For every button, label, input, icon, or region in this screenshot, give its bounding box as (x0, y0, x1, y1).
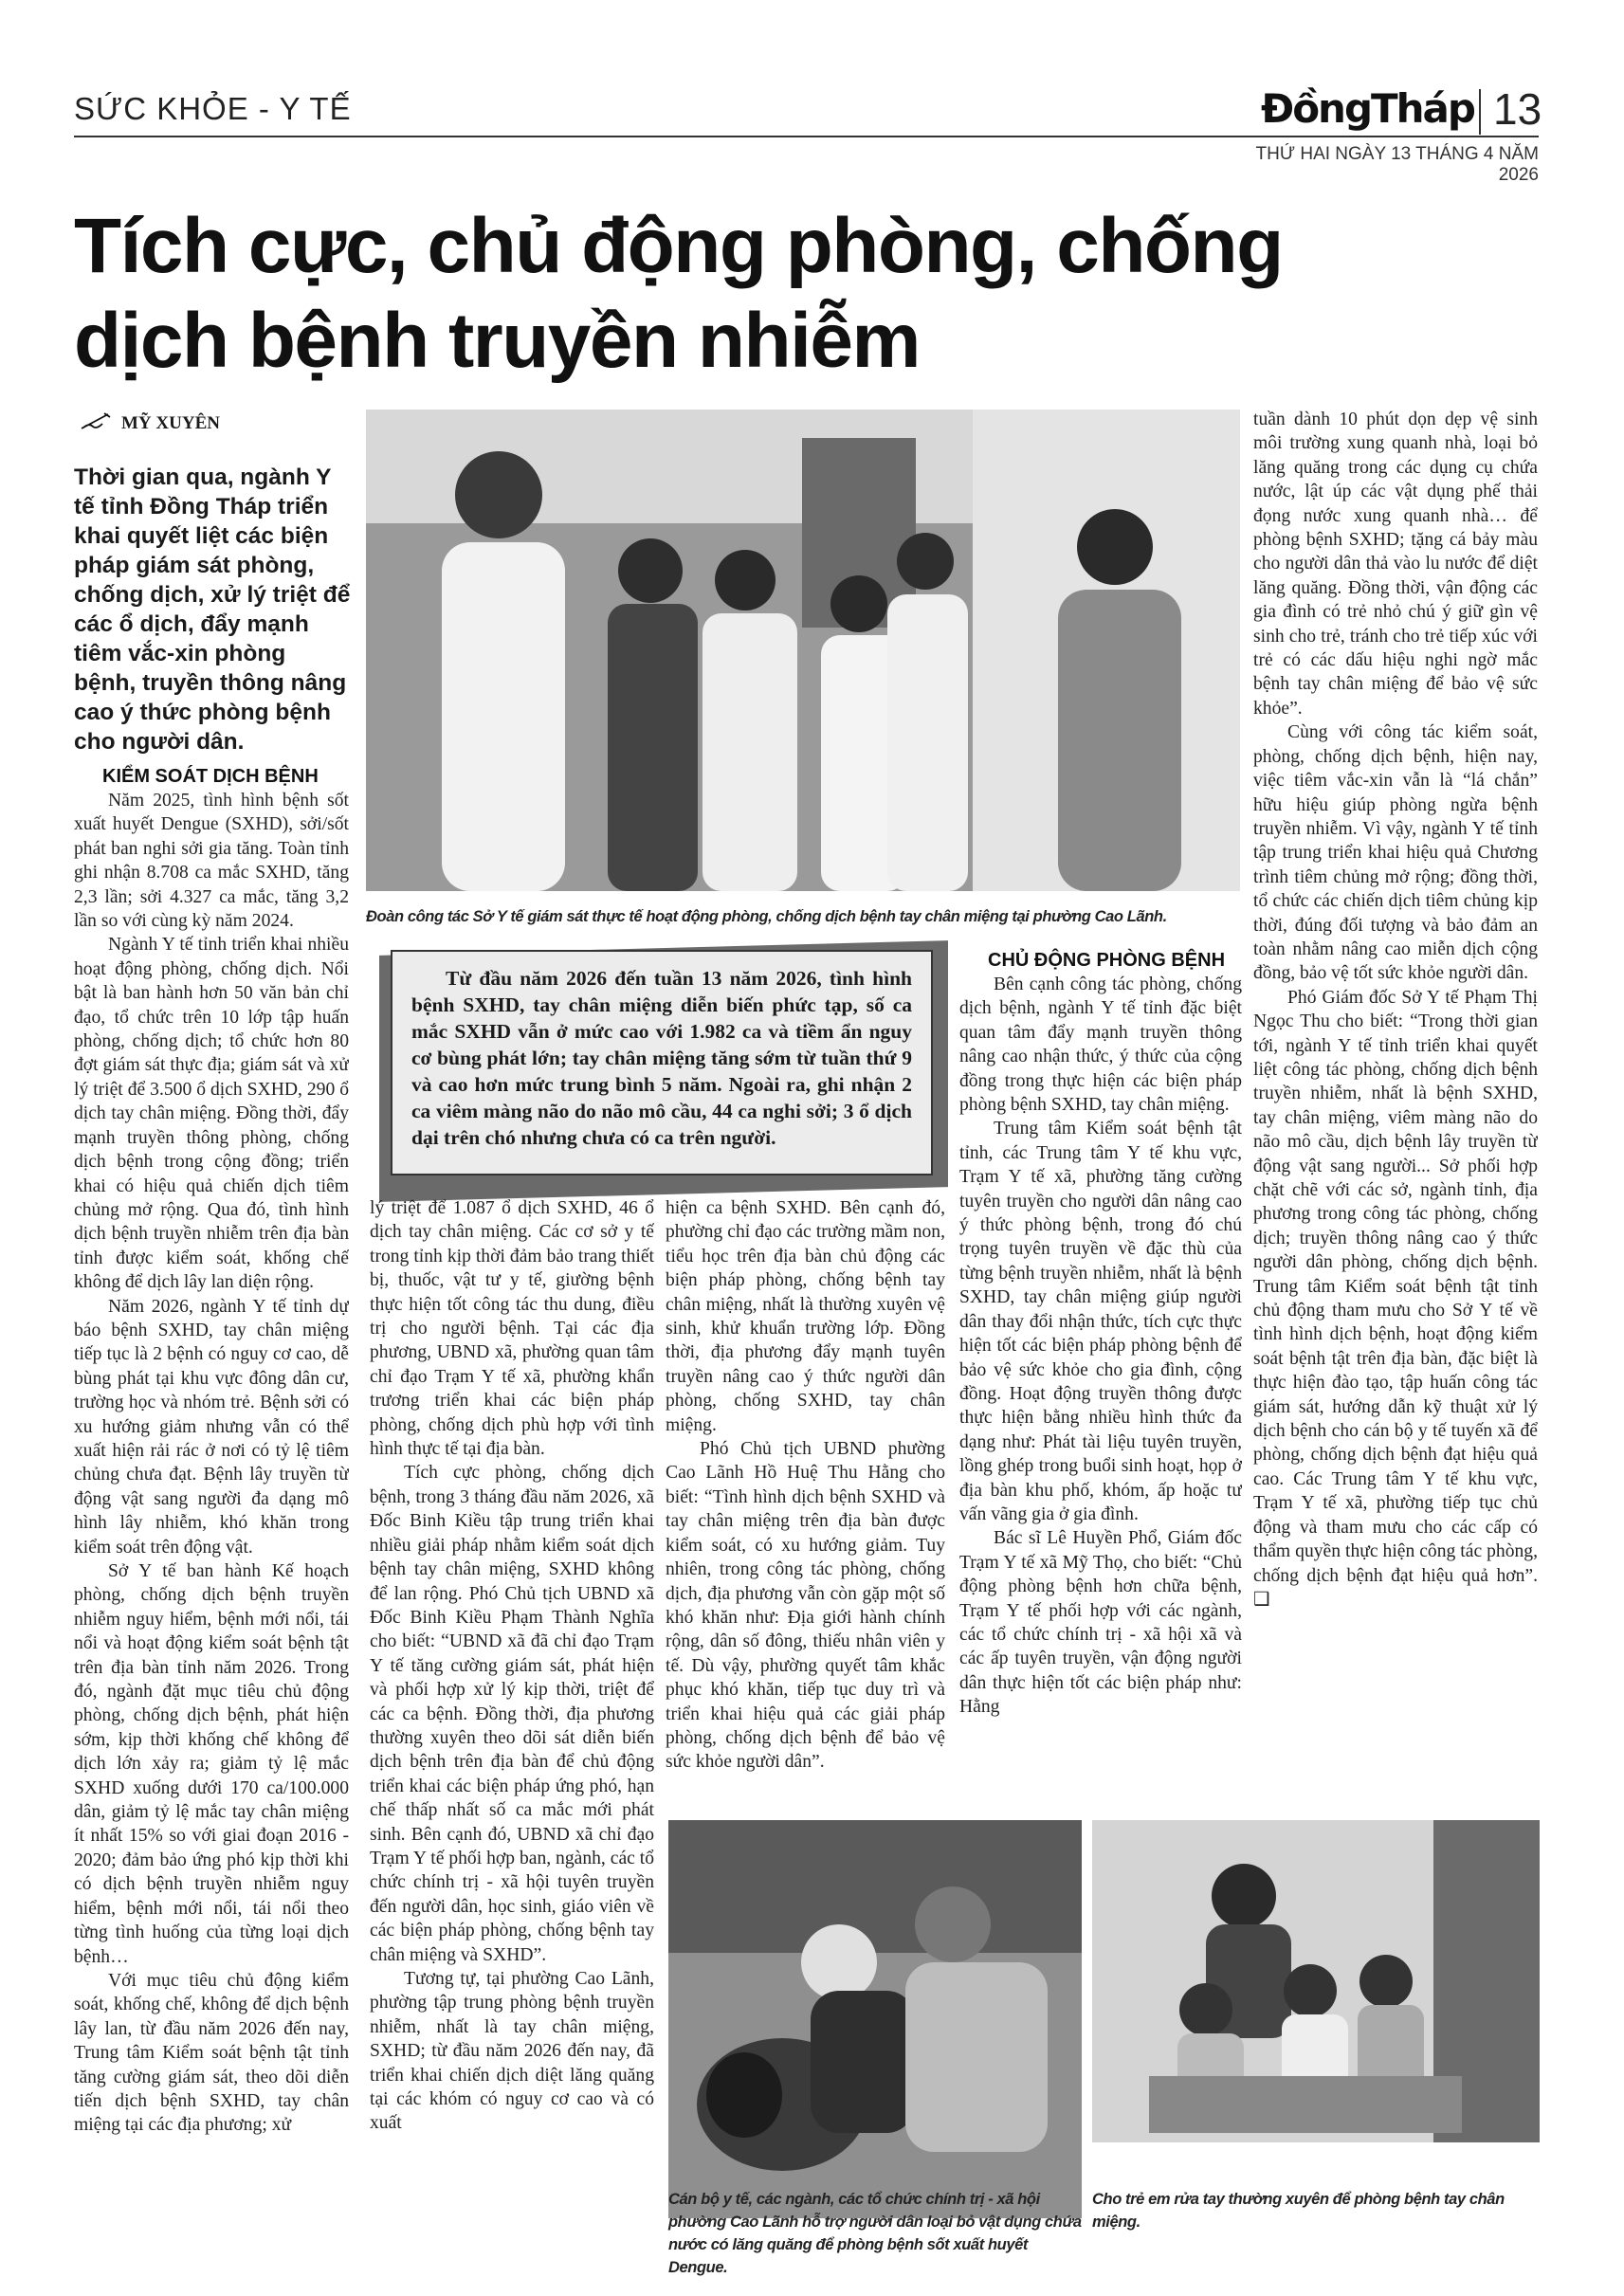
paragraph: Bác sĩ Lê Huyền Phổ, Giám đốc Trạm Y tế xã Mỹ Thọ, cho biết: “Chủ động phòng bệnh hơn chữa bệnh, Trạm Y tế phối hợp với các ngành, các tổ chức chính trị - xã hội xã và các ấp tuyên truyền, vận động người dân thực hiện tốt các biện pháp như: Hằng (959, 1528, 1242, 1718)
paragraph: Năm 2025, tình hình bệnh sốt xuất huyết Dengue (SXHD), sởi/sốt phát ban nghi sởi gia tăng. Toàn tỉnh ghi nhận 8.708 ca mắc SXHD, tăng 2,3 lần; sởi 4.327 ca mắc, tăng 3,2 lần so với cùng kỳ năm 2024. (74, 791, 349, 932)
byline (80, 411, 220, 436)
paragraph: Phó Chủ tịch UBND phường Cao Lãnh Hồ Huệ Thu Hằng cho biết: “Tình hình dịch bệnh SXHD và tay chân miệng trên địa bàn được kiểm soát, có xu hướng giảm. Tuy nhiên, trong công tác phòng, chống dịch, địa phương vẫn còn gặp một số khó khăn như: Địa giới hành chính rộng, dân số đông, thiếu nhân viên y tế. Dù vậy, phường quyết tâm khắc phục khó khăn, tiếp tục duy trì và triển khai hiệu quả các giải pháp phòng, chống dịch bệnh để bảo vệ sức khỏe người dân”. (666, 1439, 945, 1773)
paragraph: Cùng với công tác kiểm soát, phòng, chống dịch bệnh, hiện nay, việc tiêm vắc-xin vẫn là “lá chắn” hữu hiệu giúp phòng ngừa bệnh truyền nhiễm. Vì vậy, ngành Y tế tỉnh tập trung triển khai hiệu quả Chương trình tiêm chủng mở rộng; đồng thời, tổ chức các chiến dịch tiêm chủng kịp thời, đúng đối tượng và bảo đảm an toàn nhằm nâng cao miễn dịch cộng đồng, bảo vệ tốt sức khỏe người dân. (1253, 722, 1538, 984)
author-name: MỸ XUYÊN (121, 413, 220, 433)
paragraph: Trung tâm Kiểm soát bệnh tật tỉnh, các Trung tâm Y tế khu vực, Trạm Y tế xã, phường tăng cường tuyên truyền cho người dân nâng cao ý thức phòng bệnh, trong đó chú trọng tuyên truyền về đặc thù của từng bệnh truyền nhiễm, nhất là bệnh SXHD, tay chân miệng giúp người dân thay đổi nhận thức, tích cực thực hiện tốt các biện pháp phòng bệnh để bảo vệ sức khỏe cho gia đình, cộng đồng. Hoạt động truyền thông được thực hiện bằng nhiều hình thức đa dạng như: Phát tài liệu tuyên truyền, lồng ghép trong buổi sinh hoạt, họp ở địa bàn khu phố, khóm, ấp hoặc tư vấn vãng gia ở gia đình. (959, 1119, 1242, 1524)
paragraph: Ngành Y tế tỉnh triển khai nhiều hoạt động phòng, chống dịch. Nổi bật là ban hành hơn 50 văn bản chỉ đạo, tổ chức trên 10 lớp tập huấn phòng, chống dịch; tổ chức hơn 80 đợt giám sát thực địa; giám sát và xử lý triệt để 3.500 ổ dịch SXHD, 290 ổ dịch tay chân miệng. Đồng thời, đẩy mạnh truyền thông phòng, chống dịch bệnh trong cộng đồng; triển khai có hiệu quả chiến dịch tiêm chủng mở rộng. Qua đó, tình hình dịch bệnh truyền nhiễm trên địa bàn tỉnh được kiểm soát, khống chế không để dịch lây lan diện rộng. (74, 935, 349, 1293)
photo-caption: Đoàn công tác Sở Y tế giám sát thực tế hoạt động phòng, chống dịch bệnh tay chân miệng tại phường Cao Lãnh. (366, 908, 1167, 925)
paragraph: Tích cực phòng, chống dịch bệnh, trong 3 tháng đầu năm 2026, xã Đốc Binh Kiều tập trung triển khai nhiều giải pháp nhằm kiểm soát dịch bệnh tay chân miệng, SXHD không để lan rộng. Phó Chủ tịch UBND xã Đốc Binh Kiều Phạm Thành Nghĩa cho biết: “UBND xã đã chỉ đạo Trạm Y tế tăng cường giám sát, phát hiện và phối hợp xử lý kịp thời, triệt để các ca bệnh. Đồng thời, địa phương thường xuyên theo dõi sát diễn biến dịch bệnh trên địa bàn để chủ động triển khai các biện pháp ứng phó, hạn chế thấp nhất số ca mắc mới phát sinh. Bên cạnh đó, UBND xã chỉ đạo Trạm Y tế phối hợp ban, ngành, các tổ chức chính trị - xã hội tuyên truyền đến người dân, học sinh, giáo viên về các biện pháp phòng, chống bệnh tay chân miệng và SXHD”. (370, 1463, 654, 1965)
header-divider (74, 136, 1539, 137)
page-number: 13 (1493, 84, 1542, 134)
article-column-5 (1253, 408, 1538, 1813)
title-line: dịch bệnh truyền nhiễm (74, 298, 920, 384)
paragraph: Tương tự, tại phường Cao Lãnh, phường tập trung phòng bệnh truyền nhiễm, nhất là tay chân miệng, SXHD; từ đầu năm 2026 đến nay, đã triển khai chiến dịch diệt lăng quăng tại các khóm có nguy cơ cao và có xuất (370, 1969, 654, 2134)
subheading-chu-dong: CHỦ ĐỘNG PHÒNG BỆNH (988, 950, 1226, 971)
article-lead: Thời gian qua, ngành Y tế tỉnh Đồng Tháp triển khai quyết liệt các biện pháp giám sát phòng, chống dịch, xử lý triệt để các ổ dịch, đẩy mạnh tiêm vắc-xin phòng bệnh, truyền thông nâng cao ý thức phòng bệnh cho người dân. (74, 465, 351, 755)
paragraph: Năm 2026, ngành Y tế tỉnh dự báo bệnh SXHD, tay chân miệng tiếp tục là 2 bệnh có nguy cơ cao, dễ bùng phát tại khu vực đông dân cư, trường học và nhóm trẻ. Bệnh sởi có xu hướng giảm nhưng vẫn có thể xuất hiện rải rác ở nơi có tỷ lệ tiêm chủng chưa đạt. Bệnh lây truyền từ động vật sang người đa dạng mô hình lây nhiễm, khó khăn trong kiểm soát trên động vật. (74, 1296, 349, 1558)
issue-date: THỨ HAI NGÀY 13 THÁNG 4 NĂM 2026 (1255, 144, 1539, 185)
paragraph: lý triệt để 1.087 ổ dịch SXHD, 46 ổ dịch tay chân miệng. Các cơ sở y tế trong tỉnh kịp thời đảm bảo trang thiết bị, thuốc, vật tư y tế, giường bệnh thực hiện tốt công tác thu dung, điều trị cho người bệnh. Tại các địa phương, UBND xã, phường quan tâm chỉ đạo Trạm Y tế xã, phường khẩn trương triển khai các biện pháp phòng, chống dịch phù hợp với tình hình thực tế tại địa bàn. (370, 1198, 654, 1460)
article-title (74, 199, 1553, 389)
subheading-kiem-soat: KIỂM SOÁT DỊCH BỆNH (102, 766, 319, 787)
article-column-1 (74, 764, 349, 2281)
newspaper-logo: ĐồngTháp (1261, 85, 1474, 132)
photo-handwashing (1092, 1820, 1540, 2142)
paragraph: hiện ca bệnh SXHD. Bên cạnh đó, phường chỉ đạo các trường mầm non, tiểu học trên địa bàn chủ động các biện pháp phòng, chống bệnh tay chân miệng, nhất là thường xuyên vệ sinh, khử khuẩn trường lớp. Đồng thời, địa phương đẩy mạnh tuyên truyền nâng cao ý thức người dân phòng, chống SXHD, tay chân miệng. (666, 1198, 945, 1435)
photo-inspection-team (366, 410, 1240, 891)
paragraph: Phó Giám đốc Sở Y tế Phạm Thị Ngọc Thu cho biết: “Trong thời gian tới, ngành Y tế tỉnh triển khai quyết liệt công tác phòng, chống dịch bệnh truyền nhiễm, nhất là bệnh SXHD, tay chân miệng, viêm màng não do não mô cầu, dịch bệnh lây truyền từ động vật sang người... Sở phối hợp chặt chẽ với các sở, ngành tỉnh, địa phương trong công tác phòng, chống dịch; truyền thông nâng cao ý thức người dân phòng, chống dịch bệnh. Trung tâm Kiểm soát bệnh tật tỉnh chủ động tham mưu cho Sở Y tế về tình hình dịch bệnh, hoạt động kiểm soát bệnh tật trên địa bàn, đặc biệt là thực hiện đào tạo, tập huấn công tác giám sát, hướng dẫn kỹ thuật xử lý dịch bệnh cho cán bộ y tế tuyến xã để phòng, chống dịch bệnh đạt hiệu quả cao. Các Trung tâm Y tế khu vực, Trạm Y tế xã, phường tiếp tục chủ động và tham mưu cho các cấp có thẩm quyền thực hiện công tác phòng, chống dịch bệnh đạt hiệu quả hơn”. ❑ (1253, 987, 1538, 1610)
paragraph: Sở Y tế ban hành Kế hoạch phòng, chống dịch bệnh truyền nhiễm nguy hiểm, bệnh mới nổi, tái nổi và hoạt động kiểm soát bệnh tật trên địa bàn tỉnh năm 2026. Trong đó, ngành đặt mục tiêu chủ động phòng, chống dịch bệnh, phát hiện sớm, kịp thời khống chế không để dịch lớn xảy ra; giảm tỷ lệ mắc SXHD xuống dưới 170 ca/100.000 dân, giảm tỷ lệ mắc tay chân miệng ít nhất 15% so với giai đoạn 2016 - 2020; đảm bảo ứng phó kịp thời khi có dịch bệnh truyền nhiễm nguy hiểm, bệnh mới nổi, tái nổi theo từng tình huống của từng loại dịch bệnh… (74, 1561, 349, 1967)
photo-caption: Cán bộ y tế, các ngành, các tổ chức chính trị - xã hội phường Cao Lãnh hỗ trợ người dân loại bỏ vật dụng chứa nước có lăng quăng để phòng bệnh sốt xuất huyết Dengue. (668, 2191, 1082, 2276)
paragraph: Với mục tiêu chủ động kiểm soát, khống chế, không để dịch bệnh lây lan, từ đầu năm 2026 đến nay, Trung tâm Kiểm soát bệnh tật tỉnh tăng cường giám sát, theo dõi diễn tiến dịch bệnh SXHD, tay chân miệng tại các địa phương; xử (74, 1970, 349, 2136)
paragraph: tuần dành 10 phút dọn dẹp vệ sinh môi trường xung quanh nhà, loại bỏ lăng quăng trong các dụng cụ chứa nước, lật úp các vật dụng phế thải đọng nước xung quanh nhà… để phòng bệnh SXHD; tặng cá bảy màu cho người dân thả vào lu nước để diệt lăng quăng. Đồng thời, vận động các gia đình có trẻ nhỏ chú ý giữ gìn vệ sinh cho trẻ, tránh cho trẻ tiếp xúc với trẻ có các dấu hiệu nghi ngờ mắc bệnh tay chân miệng để bảo vệ sức khỏe”. (1253, 410, 1538, 719)
title-line: Tích cực, chủ động phòng, chống (74, 203, 1283, 289)
photo-water-container (668, 1820, 1082, 2218)
section-label: SỨC KHỎE - Y TẾ (74, 91, 352, 126)
article-column-4 (959, 948, 1242, 1813)
article-column-3 (666, 1196, 945, 1813)
pen-icon (80, 411, 112, 436)
photo-caption: Cho trẻ em rửa tay thường xuyên để phòng bệnh tay chân miệng. (1092, 2191, 1505, 2231)
pull-quote-text: Từ đầu năm 2026 đến tuần 13 năm 2026, tình hình bệnh SXHD, tay chân miệng diễn biến phức tạp, số ca mắc SXHD vẫn ở mức cao với 1.982 ca và tiềm ẩn nguy cơ bùng phát lớn; tay chân miệng tăng sớm từ tuần thứ 9 và cao hơn mức trung bình 5 năm. Ngoài ra, ghi nhận 2 ca viêm màng não do não mô cầu, 44 ca nghi sởi; 3 ổ dịch dại trên chó nhưng chưa có ca trên người. (411, 967, 912, 1149)
pull-quote (391, 950, 933, 1175)
article-column-2 (370, 1196, 654, 2282)
logo-divider (1479, 89, 1481, 135)
paragraph: Bên cạnh công tác phòng, chống dịch bệnh, ngành Y tế tỉnh đặc biệt quan tâm đẩy mạnh truyền thông nâng cao nhận thức, ý thức của cộng đồng trong thực hiện các biện pháp phòng bệnh SXHD, tay chân miệng. (959, 975, 1242, 1116)
